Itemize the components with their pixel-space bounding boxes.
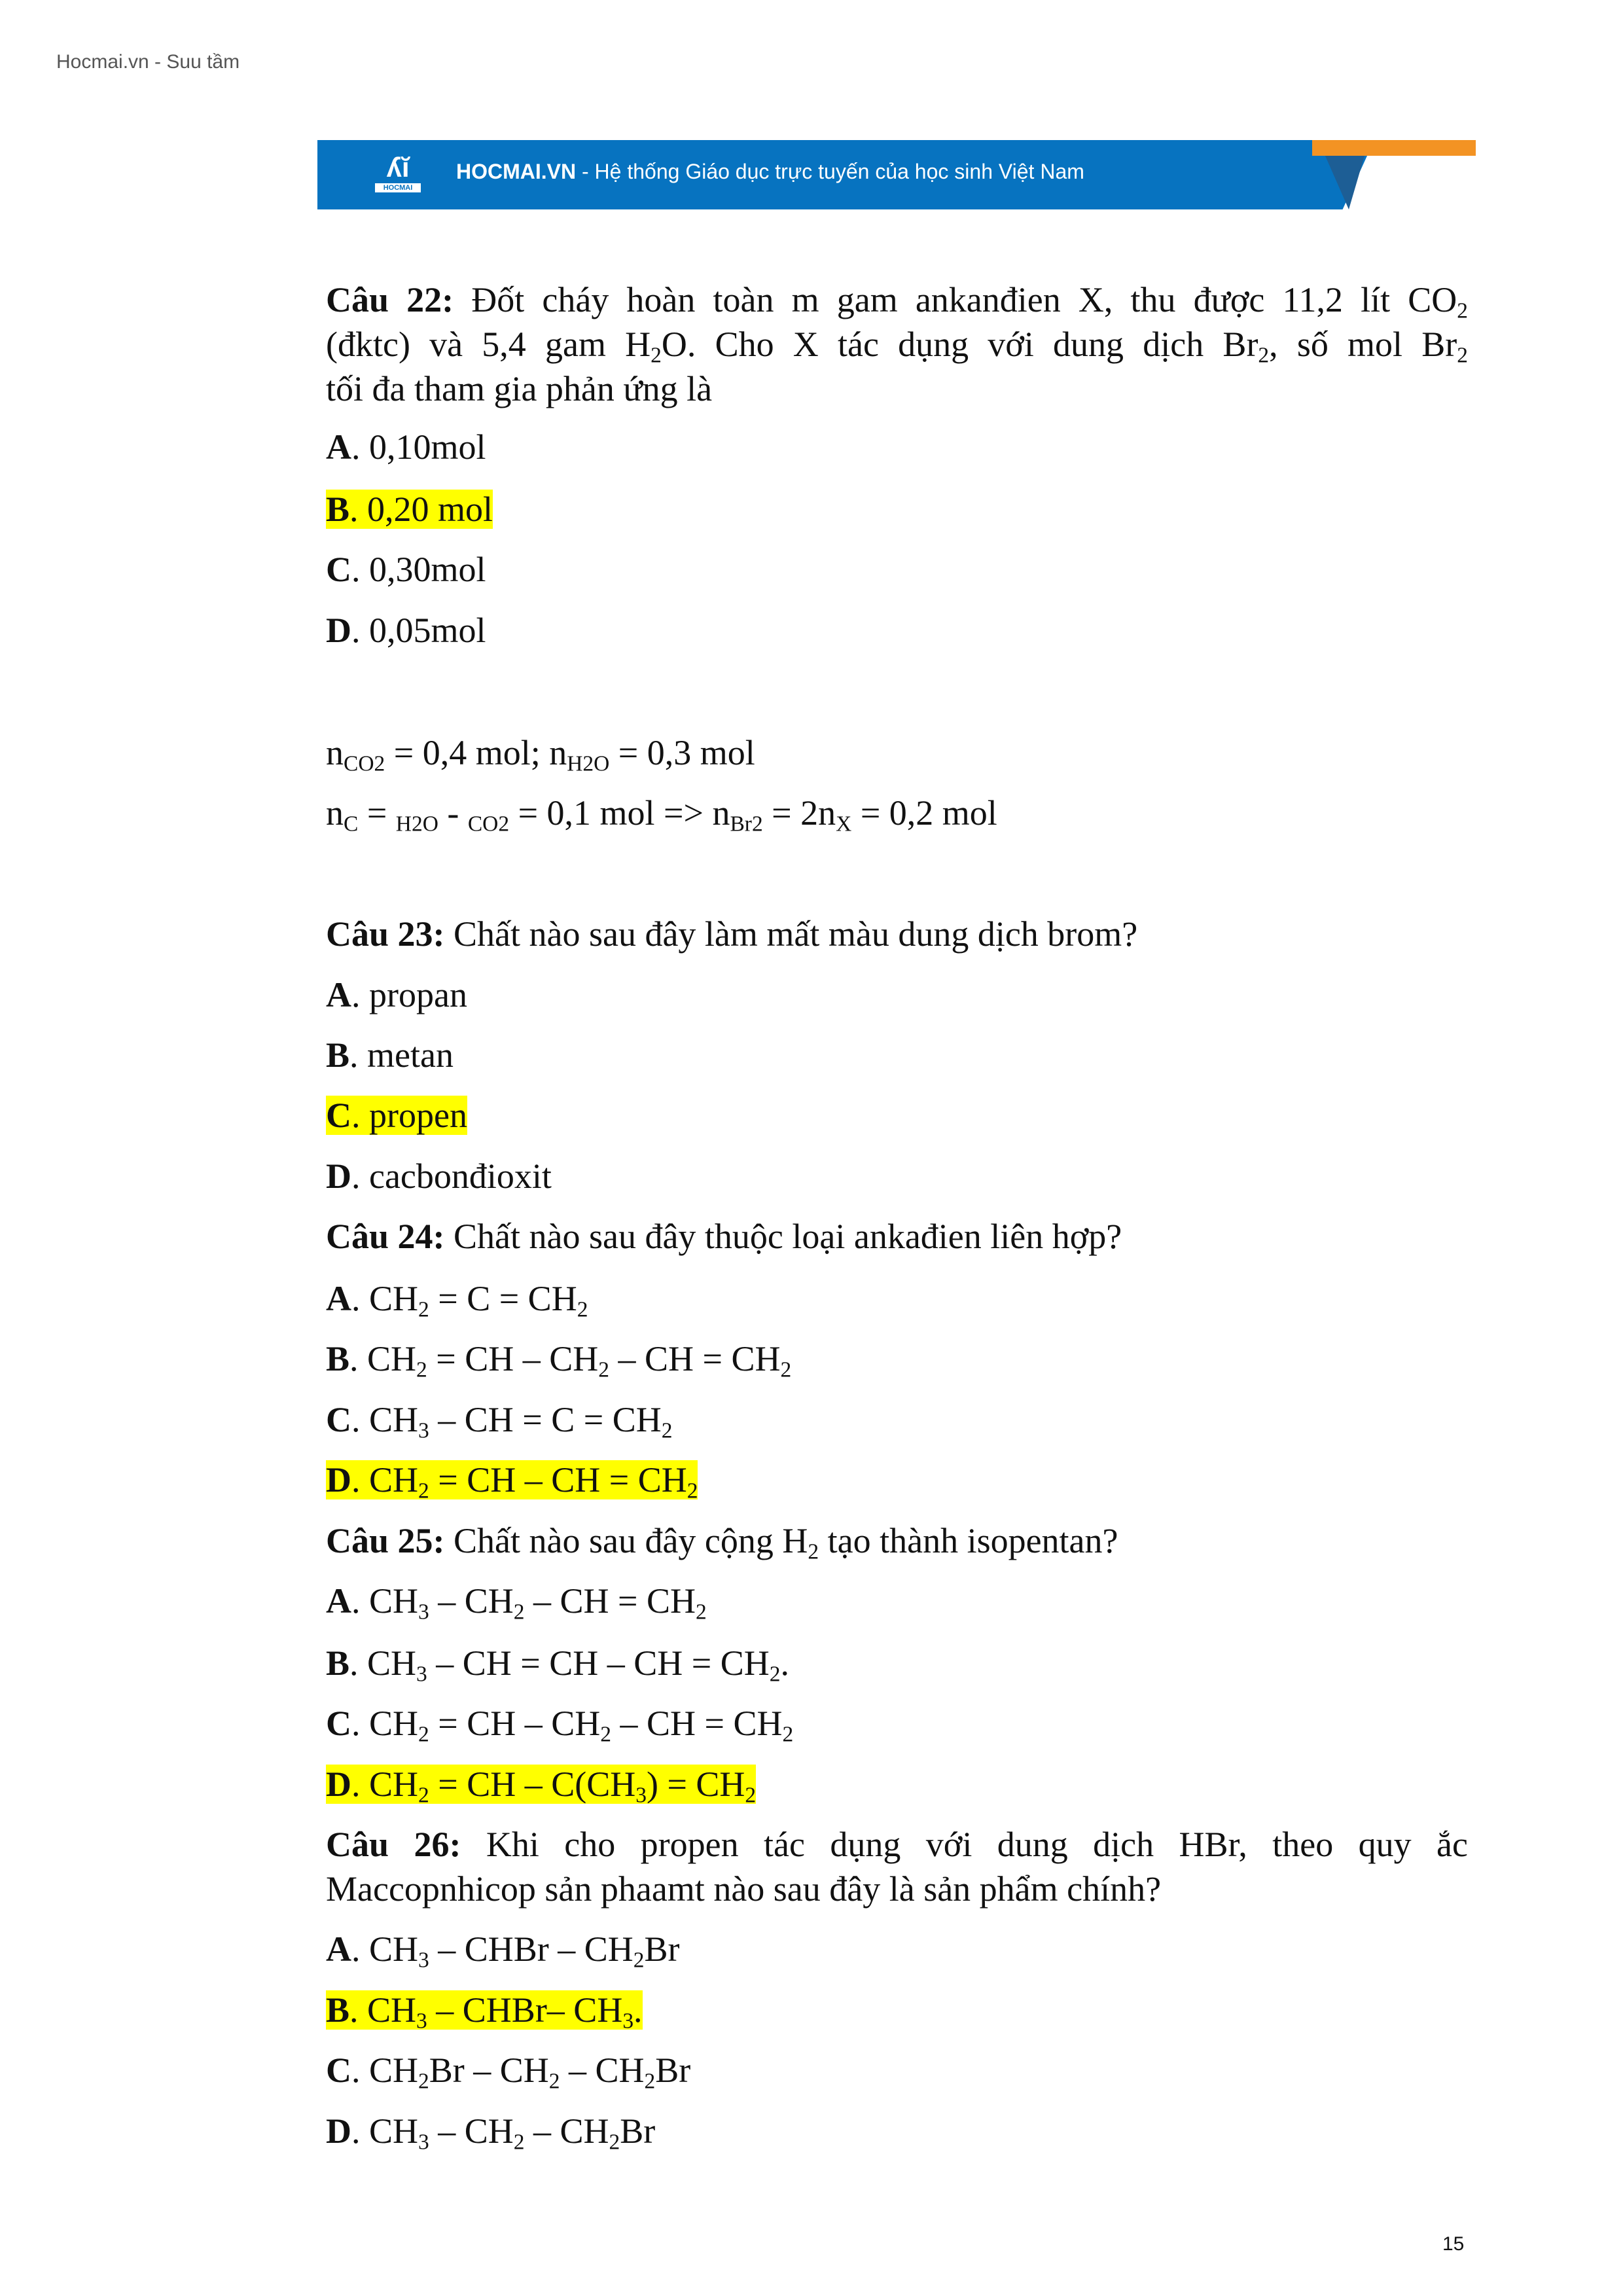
subscript: 2 — [661, 1418, 673, 1443]
line-text — [326, 975, 467, 1014]
text-segment: . CH — [351, 1460, 419, 1499]
text-segment: n — [326, 733, 344, 772]
subscript: 2 — [769, 1662, 781, 1687]
text-segment: . cacbonđioxit — [351, 1157, 552, 1196]
text-segment: = — [358, 793, 396, 833]
text-segment: = 0,4 mol; n — [385, 733, 567, 772]
line-text — [326, 793, 997, 836]
logo-text: HOCMAI — [375, 183, 421, 192]
text-segment: – CH — [560, 2051, 645, 2090]
q22-solution-line-2 — [326, 791, 997, 846]
q22-question-line-3 — [326, 367, 712, 411]
q23-question — [326, 912, 1137, 956]
text-segment: ) = CH — [646, 1765, 745, 1804]
text-segment: – CH = CH – CH = CH — [427, 1643, 770, 1683]
bold-label: C — [326, 1400, 351, 1439]
bold-label: Câu 23: — [326, 914, 445, 954]
subscript: 2 — [513, 1600, 525, 1624]
text-segment: Chất nào sau đây thuộc loại ankađien liên hợp? — [444, 1217, 1122, 1256]
bold-label: A — [326, 427, 351, 467]
text-segment: = 0,3 mol — [609, 733, 755, 772]
text-segment: Br — [620, 2111, 656, 2151]
bold-label: Câu 24: — [326, 1217, 445, 1256]
q22-option-a — [326, 425, 486, 469]
bold-label: D — [326, 611, 351, 650]
q22-option-d — [326, 608, 486, 653]
text-segment: . propan — [351, 975, 467, 1014]
line-text — [326, 1157, 552, 1196]
text-segment: Chất nào sau đây làm mất màu dung dịch brom? — [444, 914, 1138, 954]
text-segment: = C = CH — [429, 1279, 577, 1318]
text-segment: Maccopnhicop sản phaamt nào sau đây là sản phẩm chính? — [326, 1869, 1162, 1909]
q25-option-c — [326, 1701, 793, 1757]
bold-label: D — [326, 1157, 351, 1196]
text-segment: . 0,20 mol — [349, 490, 493, 529]
text-segment: . CH — [351, 1279, 419, 1318]
banner-tagline — [456, 160, 1084, 184]
subscript: 2 — [418, 1783, 429, 1808]
text-segment: O. Cho X tác dụng với dung dịch Br — [661, 325, 1258, 364]
text-segment: n — [326, 793, 344, 833]
text-segment: . metan — [349, 1035, 454, 1075]
text-segment: – CH = C = CH — [429, 1400, 662, 1439]
text-segment: . CH — [351, 1400, 419, 1439]
q22-solution-line-1 — [326, 730, 755, 786]
subscript: 2 — [416, 1357, 427, 1382]
bold-label: B — [326, 1990, 350, 2030]
hocmai-logo — [375, 152, 421, 199]
bold-label: A — [326, 1581, 351, 1621]
brand-name: HOCMAI.VN — [456, 160, 577, 183]
subscript: 3 — [418, 1600, 429, 1624]
line-text — [326, 1521, 1118, 1564]
q25-option-d — [326, 1762, 756, 1818]
line-text — [326, 733, 755, 776]
line-text — [326, 1096, 467, 1135]
line-text — [326, 1581, 707, 1624]
subscript: 2 — [418, 1479, 429, 1503]
line-text — [326, 1990, 643, 2034]
bold-label: C — [326, 550, 351, 589]
q23-option-d — [326, 1154, 552, 1198]
text-segment: – CH — [524, 2111, 609, 2151]
text-segment: = 2n — [762, 793, 836, 833]
q24-option-a — [326, 1276, 588, 1332]
subscript: 2 — [651, 343, 662, 368]
hocmai-banner — [317, 140, 1476, 209]
tagline-text: - Hệ thống Giáo dục trực tuyến của học sinh Việt Nam — [576, 160, 1084, 183]
banner-orange-stripe — [1312, 140, 1476, 156]
text-segment: Br — [644, 1929, 680, 1969]
subscript: C — [344, 812, 359, 836]
q25-question — [326, 1518, 1118, 1574]
text-segment: Chất nào sau đây cộng H — [444, 1521, 808, 1560]
q26-question-line-1 — [326, 1822, 1468, 1867]
bold-label: D — [326, 1460, 351, 1499]
bold-label: Câu 26: — [326, 1825, 461, 1864]
q24-option-c — [326, 1397, 672, 1453]
bold-label: B — [326, 1339, 350, 1378]
bold-label: Câu 22: — [326, 280, 454, 319]
bold-label: A — [326, 1279, 351, 1318]
source-label: Hocmai.vn - Suu tầm — [56, 51, 240, 73]
line-text — [326, 1929, 680, 1973]
text-segment: tạo thành isopentan? — [819, 1521, 1118, 1560]
subscript: 2 — [598, 1357, 609, 1382]
bold-label: A — [326, 975, 351, 1014]
text-segment: . CH — [351, 1929, 419, 1969]
text-segment: – CH — [429, 1581, 514, 1621]
subscript: Br2 — [730, 812, 763, 836]
subscript: 2 — [513, 2130, 525, 2155]
q25-option-a — [326, 1579, 707, 1634]
bold-label: B — [326, 1643, 350, 1683]
text-segment: . 0,05mol — [351, 611, 486, 650]
subscript: 2 — [1457, 298, 1468, 323]
subscript: 2 — [1258, 343, 1270, 368]
text-segment: = CH – C(CH — [429, 1765, 636, 1804]
line-text — [326, 2051, 691, 2094]
subscript: 2 — [644, 2069, 656, 2094]
text-segment: – CH — [429, 2111, 514, 2151]
subscript: 2 — [687, 1479, 698, 1503]
bold-label: B — [326, 490, 350, 529]
bold-label: A — [326, 1929, 351, 1969]
subscript: CO2 — [467, 812, 510, 836]
q22-option-c — [326, 547, 486, 592]
subscript: H2O — [567, 751, 610, 776]
text-segment: = CH – CH — [429, 1704, 601, 1743]
subscript: 3 — [418, 2130, 429, 2155]
text-segment: – CH = CH — [524, 1581, 696, 1621]
line-text — [326, 1400, 673, 1443]
q24-option-d — [326, 1458, 698, 1513]
text-segment: . 0,10mol — [351, 427, 486, 467]
text-segment: . CH — [349, 1990, 417, 2030]
text-segment: Đốt cháy hoàn toàn m gam ankanđien X, thu được 11,2 lít CO — [454, 280, 1457, 319]
subscript: 2 — [780, 1357, 792, 1382]
subscript: 2 — [577, 1297, 588, 1322]
text-segment: (đktc) và 5,4 gam H — [326, 325, 651, 364]
line-text — [326, 1339, 792, 1382]
bold-label: C — [326, 2051, 351, 2090]
line-text — [326, 1643, 789, 1687]
text-segment: . propen — [351, 1096, 467, 1135]
line-text — [326, 369, 712, 408]
subscript: 2 — [808, 1539, 819, 1564]
people-icon: ʎĭ — [386, 152, 410, 183]
subscript: 2 — [600, 1722, 611, 1747]
subscript: 2 — [695, 1600, 707, 1624]
line-text — [326, 1217, 1122, 1256]
text-segment: = 0,1 mol => n — [509, 793, 730, 833]
subscript: 2 — [418, 1722, 429, 1747]
bold-label: D — [326, 2111, 351, 2151]
q26-option-a — [326, 1927, 680, 1982]
subscript: 2 — [548, 2069, 560, 2094]
subscript: 2 — [745, 1783, 757, 1808]
text-segment: – CH = CH — [611, 1704, 783, 1743]
subscript: 2 — [633, 1948, 645, 1973]
subscript: CO2 — [344, 751, 385, 776]
text-segment: - — [438, 793, 468, 833]
text-segment: tối đa tham gia phản ứng là — [326, 369, 713, 408]
bold-label: B — [326, 1035, 350, 1075]
text-segment: . CH — [349, 1643, 417, 1683]
q26-option-b — [326, 1988, 643, 2043]
bold-label: D — [326, 1765, 351, 1804]
text-segment: . 0,30mol — [351, 550, 486, 589]
q23-option-b — [326, 1033, 454, 1077]
line-text — [326, 1765, 757, 1808]
text-segment: = CH – CH = CH — [429, 1460, 687, 1499]
bold-label: C — [326, 1704, 351, 1743]
line-text — [326, 1460, 698, 1503]
text-segment: . CH — [351, 1765, 419, 1804]
subscript: 3 — [416, 1662, 427, 1687]
q22-option-b — [326, 487, 493, 531]
line-text — [326, 1704, 794, 1747]
text-segment: . — [633, 1990, 643, 2030]
q24-option-b — [326, 1336, 791, 1392]
subscript: 3 — [418, 1418, 429, 1443]
q26-question-line-2 — [326, 1867, 1161, 1911]
text-segment: – CHBr– CH — [427, 1990, 623, 2030]
line-text — [326, 1035, 454, 1075]
text-segment: Br – CH — [429, 2051, 549, 2090]
line-text — [326, 2111, 656, 2155]
subscript: 3 — [635, 1783, 647, 1808]
bold-label: C — [326, 1096, 351, 1135]
line-text — [326, 427, 486, 467]
text-segment: = CH – CH — [427, 1339, 599, 1378]
line-text — [326, 490, 493, 529]
text-segment: – CHBr – CH — [429, 1929, 633, 1969]
subscript: 2 — [609, 2130, 620, 2155]
subscript: 2 — [782, 1722, 794, 1747]
subscript: 3 — [416, 2009, 427, 2034]
subscript: 2 — [1457, 343, 1468, 368]
q24-question — [326, 1214, 1122, 1259]
line-text — [326, 1279, 588, 1322]
text-segment: . CH — [351, 2051, 419, 2090]
line-text — [326, 1869, 1161, 1909]
line-text — [326, 550, 486, 589]
q25-option-b — [326, 1641, 789, 1696]
subscript: 3 — [622, 2009, 634, 2034]
q23-option-a — [326, 973, 467, 1017]
text-segment: Khi cho propen tác dụng với dung dịch HBr, theo quy ắc — [461, 1825, 1468, 1864]
subscript: X — [836, 812, 852, 836]
q26-option-c — [326, 2048, 690, 2104]
page-number: 15 — [1442, 2233, 1465, 2255]
line-text — [326, 914, 1137, 954]
bold-label: Câu 25: — [326, 1521, 445, 1560]
q23-option-c — [326, 1093, 467, 1138]
text-segment: . CH — [351, 1581, 419, 1621]
line-text — [326, 611, 486, 650]
subscript: H2O — [395, 812, 438, 836]
text-segment: . CH — [351, 1704, 419, 1743]
subscript: 3 — [418, 1948, 429, 1973]
subscript: 2 — [418, 1297, 429, 1322]
q26-option-d — [326, 2109, 655, 2164]
text-segment: , số mol Br — [1269, 325, 1457, 364]
text-segment: = 0,2 mol — [851, 793, 997, 833]
text-segment: Br — [655, 2051, 691, 2090]
text-segment: . CH — [349, 1339, 417, 1378]
text-segment: . CH — [351, 2111, 419, 2151]
text-segment: – CH = CH — [609, 1339, 781, 1378]
text-segment: . — [780, 1643, 789, 1683]
subscript: 2 — [418, 2069, 429, 2094]
